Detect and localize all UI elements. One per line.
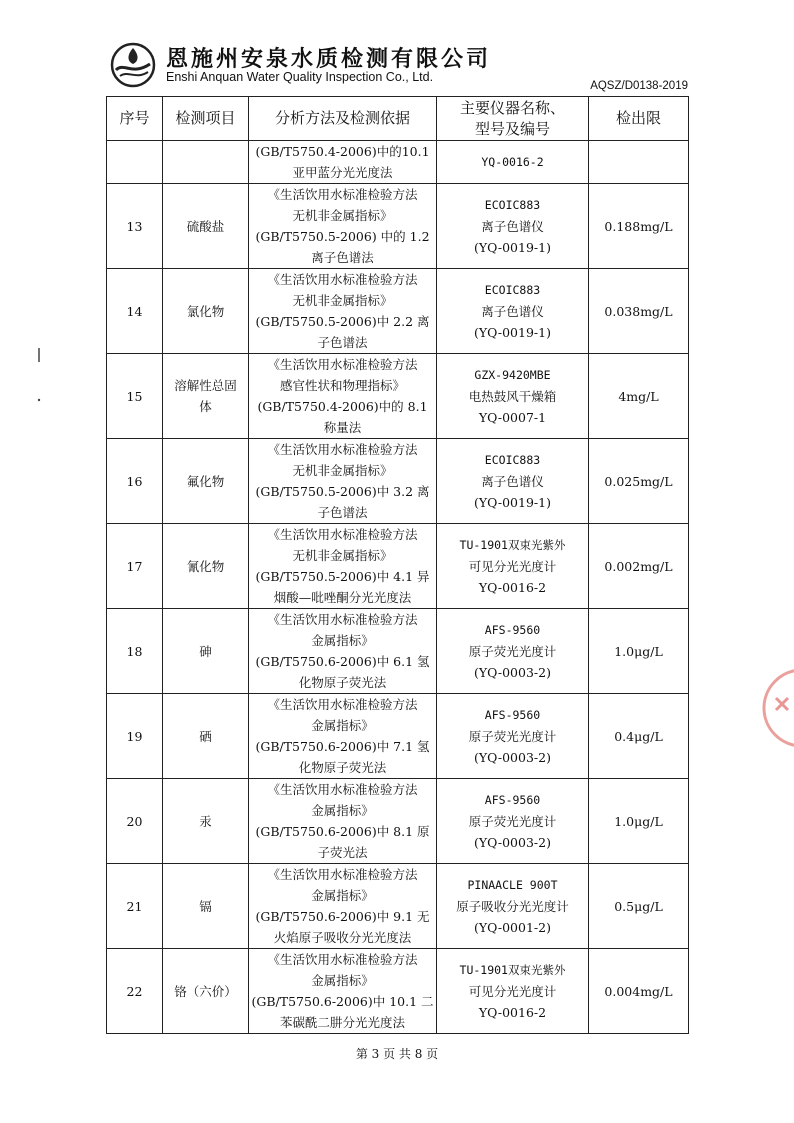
cell-instrument-line: 原子荧光光度计 [468,813,557,829]
cell-item [163,439,249,524]
cell-no: 20 [107,779,163,864]
col-header-instrument [437,97,589,141]
col-header-instrument-line: 主要仪器名称、 [459,98,565,117]
method-line: 亚甲蓝分光光度法 [292,165,393,180]
cell-method-line: (GB/T5750.6-2006)中 6.1 氢 [255,654,430,669]
cell-item [163,354,249,439]
cell-method-line: 《生活饮用水标准检验方法 [267,442,418,457]
cell-item-line: 硒 [199,728,212,744]
cell-method [249,439,437,524]
cell-instrument-line: (YQ-0003-2) [474,834,551,850]
cell-method-line: 《生活饮用水标准检验方法 [267,697,418,712]
cell-method-line: 金属指标》 [311,973,374,988]
document-code: AQSZ/D0138-2019 [590,80,688,92]
cell-method-line: 《生活饮用水标准检验方法 [267,527,418,542]
cell-item [163,949,249,1034]
cell-method-line: (GB/T5750.5-2006)中 3.2 离 [255,484,430,499]
cell-method [249,609,437,694]
cell-method-line: 无机非金属指标》 [292,208,393,223]
cell-instrument-line: YQ-0016-2 [478,579,547,595]
cell-instrument-line: 原子荧光光度计 [468,728,557,744]
cell-method-line: 烟酸—吡唑酮分光光度法 [273,590,412,605]
cell-method-line: 子荧光法 [317,845,368,860]
cell-method-line: (GB/T5750.6-2006)中 10.1 二 [251,994,434,1009]
col-header-limit: 检出限 [589,97,689,141]
cell-instrument [437,269,589,354]
cell-method [249,141,437,184]
cell-no: 21 [107,864,163,949]
cell-instrument-line: TU-1901双束光紫外 [459,537,566,552]
scan-mark-icon [36,348,42,408]
table-row [107,694,689,779]
cell-instrument-line: 可见分光光度计 [468,983,557,999]
cell-method-line: 无机非金属指标》 [292,463,393,478]
cell-instrument-line: ECOIC883 [484,452,541,467]
cell-instrument [437,779,589,864]
cell-item-line: 砷 [199,643,212,659]
cell-item-line: 氟化物 [186,473,225,489]
cell-instrument-line: AFS-9560 [484,792,541,807]
cell-no [107,141,163,184]
cell-method-line: 无机非金属指标》 [292,293,393,308]
col-header-no: 序号 [107,97,163,141]
cell-item-line: 汞 [199,813,212,829]
table-row [107,949,689,1034]
cell-method-line: (GB/T5750.6-2006)中 9.1 无 [255,909,430,924]
cell-item-line: 铬（六价） [174,983,237,999]
cell-method [249,184,437,269]
cell-item-line: 氰化物 [186,558,225,574]
cell-item [163,141,249,184]
cell-item [163,524,249,609]
cell-no: 15 [107,354,163,439]
page-number: 第 3 页 共 8 页 [355,1047,439,1061]
cell-no: 13 [107,184,163,269]
cell-item-line: 硫酸盐 [186,218,225,234]
cell-method [249,694,437,779]
cell-instrument-line: ECOIC883 [484,197,541,212]
cell-method-line: 化物原子荧光法 [298,675,387,690]
cell-instrument-line: 原子吸收分光光度计 [456,898,569,914]
cell-method-line: 《生活饮用水标准检验方法 [267,272,418,287]
cell-instrument-line: 可见分光光度计 [468,558,557,574]
cell-limit: 0.188mg/L [589,184,689,269]
cell-instrument [437,141,589,184]
cell-method-line: 火焰原子吸收分光光度法 [273,930,412,945]
cell-limit: 1.0μg/L [589,779,689,864]
col-header-method: 分析方法及检测依据 [249,97,437,141]
cell-instrument-line: YQ-0016-2 [478,1004,547,1020]
company-name-cn: 恩施州安泉水质检测有限公司 [166,46,492,72]
cell-method-line: 《生活饮用水标准检验方法 [267,782,418,797]
cell-item-line: 镉 [199,898,212,914]
cell-method-line: 金属指标》 [311,718,374,733]
cell-method-line: (GB/T5750.6-2006)中 7.1 氢 [255,739,430,754]
cell-instrument-line: (YQ-0019-1) [474,324,551,340]
cell-instrument-line: (YQ-0019-1) [474,494,551,510]
cell-method-line: 《生活饮用水标准检验方法 [267,952,418,967]
cell-instrument-line: 电热鼓风干燥箱 [468,388,557,404]
cell-limit: 4mg/L [589,354,689,439]
table-row [107,184,689,269]
cell-item-line: 溶解性总固 [174,378,237,393]
cell-instrument-line: TU-1901双束光紫外 [459,962,566,977]
company-logo-icon [110,42,156,88]
cell-instrument-line: AFS-9560 [484,707,541,722]
cell-no: 17 [107,524,163,609]
cell-limit: 0.002mg/L [589,524,689,609]
cell-method [249,524,437,609]
cell-method [249,949,437,1034]
cell-instrument-line: 原子荧光光度计 [468,643,557,659]
table-row [107,524,689,609]
cell-instrument-line: 离子色谱仪 [481,473,544,489]
cell-instrument [437,184,589,269]
cell-instrument-line: 离子色谱仪 [481,303,544,319]
table-row [107,439,689,524]
cell-no: 14 [107,269,163,354]
cell-method [249,864,437,949]
cell-method-line: 金属指标》 [311,633,374,648]
cell-instrument-line: ECOIC883 [484,282,541,297]
cell-method-line: 《生活饮用水标准检验方法 [267,612,418,627]
cell-method [249,779,437,864]
table-row [107,779,689,864]
cell-instrument-line: PINAACLE 900T [467,877,558,892]
cell-instrument [437,694,589,779]
cell-limit: 0.038mg/L [589,269,689,354]
cell-instrument [437,524,589,609]
cell-instrument [437,609,589,694]
cell-method-line: 无机非金属指标》 [292,548,393,563]
cell-instrument-line: (YQ-0003-2) [474,749,551,765]
cell-no: 16 [107,439,163,524]
cell-method-line: 苯碳酰二肼分光光度法 [279,1015,405,1030]
cell-item [163,779,249,864]
cell-instrument-line: 离子色谱仪 [481,218,544,234]
cell-item-line: 氯化物 [186,303,225,319]
cell-instrument-line: GZX-9420MBE [474,367,551,382]
cell-instrument-line: (YQ-0003-2) [474,664,551,680]
cell-method-line: 金属指标》 [311,888,374,903]
cell-instrument [437,439,589,524]
table-header-row [107,97,689,141]
cell-method-line: (GB/T5750.5-2006)中 2.2 离 [255,314,430,329]
cell-limit: 0.025mg/L [589,439,689,524]
cell-item [163,694,249,779]
letterhead [110,40,670,92]
partial-seal-stamp-icon [762,648,794,768]
cell-no: 22 [107,949,163,1034]
cell-method [249,269,437,354]
cell-method-line: 称量法 [323,420,362,435]
cell-item-line: 体 [199,399,212,414]
cell-limit: 0.4μg/L [589,694,689,779]
cell-method-line: 感官性状和物理指标》 [279,378,405,393]
cell-method-line: 《生活饮用水标准检验方法 [267,867,418,882]
cell-limit: 1.0μg/L [589,609,689,694]
cell-limit [589,141,689,184]
inspection-method-table [106,96,689,1034]
cell-no: 19 [107,694,163,779]
cell-instrument-line: AFS-9560 [484,622,541,637]
cell-instrument-line: (YQ-0019-1) [474,239,551,255]
cell-limit: 0.5μg/L [589,864,689,949]
table-row [107,269,689,354]
cell-method-line: 子色谱法 [317,335,368,350]
col-header-item: 检测项目 [163,97,249,141]
cell-method-line: (GB/T5750.6-2006)中 8.1 原 [255,824,430,839]
cell-instrument [437,949,589,1034]
cell-instrument [437,864,589,949]
cell-method-line: 《生活饮用水标准检验方法 [267,357,418,372]
cell-instrument-line: YQ-0007-1 [478,409,547,425]
cell-limit: 0.004mg/L [589,949,689,1034]
method-line: (GB/T5750.4-2006)中的10.1 [255,144,430,159]
col-header-instrument-line: 型号及编号 [474,119,550,138]
cell-method-line: 子色谱法 [317,505,368,520]
cell-method-line: 离子色谱法 [311,250,374,265]
instrument-line: YQ-0016-2 [481,154,544,169]
cell-method-line: 金属指标》 [311,803,374,818]
table-row [107,864,689,949]
cell-method-line: 《生活饮用水标准检验方法 [267,187,418,202]
cell-item [163,184,249,269]
cell-item [163,864,249,949]
cell-instrument-line: (YQ-0001-2) [474,919,551,935]
cell-method-line: (GB/T5750.5-2006)中 4.1 异 [255,569,430,584]
continuation-row [107,141,689,184]
table-row [107,354,689,439]
cell-instrument [437,354,589,439]
cell-no: 18 [107,609,163,694]
company-name-en: Enshi Anquan Water Quality Inspection Co., Ltd. [166,70,434,84]
cell-method-line: (GB/T5750.5-2006) 中的 1.2 [255,229,430,244]
cell-item [163,269,249,354]
cell-method-line: (GB/T5750.4-2006)中的 8.1 [257,399,428,414]
cell-method-line: 化物原子荧光法 [298,760,387,775]
cell-method [249,354,437,439]
table-row [107,609,689,694]
cell-item [163,609,249,694]
